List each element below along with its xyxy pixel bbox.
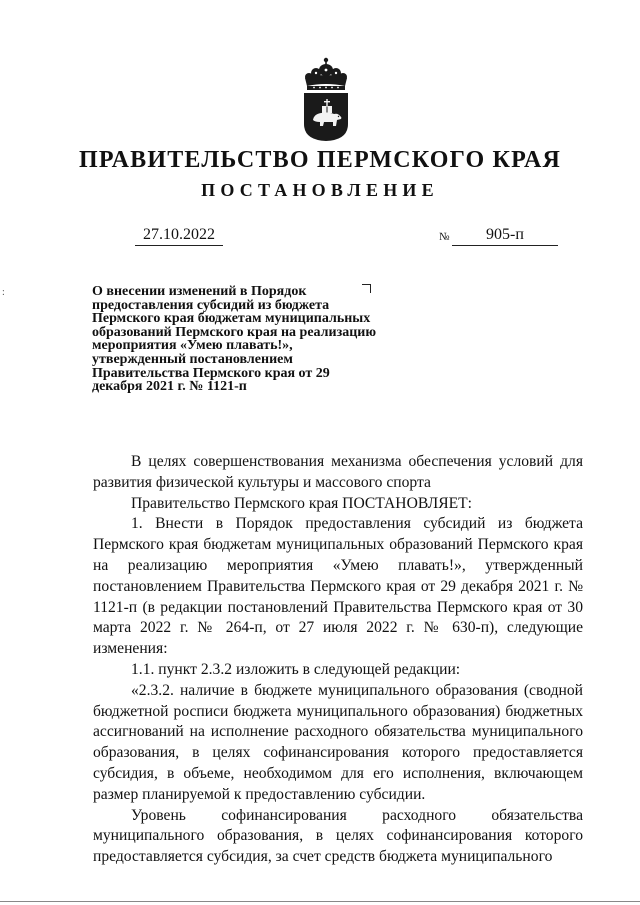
document-subject: О внесении изменений в Порядок предоставления субсидий из бюджета Пермского края бюджетам муниципальных образований Пермского края на реализацию мероприятия «Умею плавать!», утвержденный постановлением Правительства Пермского края от 29 декабря 2021 г. № 1121-п xyxy=(92,284,377,395)
margin-mark: : xyxy=(2,287,5,298)
page-bottom-edge xyxy=(0,901,640,902)
body-paragraph: Правительство Пермского края ПОСТАНОВЛЯЕТ: xyxy=(131,494,472,512)
body-paragraph: Уровень софинансирования расходного обязательства муниципального образования, в целях софинансирования которого предоставляется субсидия, за счет средств бюджета муниципального xyxy=(93,806,583,866)
subject-corner-mark xyxy=(362,284,371,293)
document-type-title: ПОСТАНОВЛЕНИЕ xyxy=(201,180,439,200)
document-number-label: № xyxy=(439,231,450,243)
body-paragraph: В целях совершенствования механизма обеспечения условий для развития физической культуры и массового спорта xyxy=(93,453,583,491)
document-body xyxy=(93,452,583,868)
body-paragraph: «2.3.2. наличие в бюджете муниципального образования (сводной бюджетной росписи бюджета муниципального образования) бюджетных ассигнований на исполнение расходного обязательства муниципального образования, в целях софинансирования которого предоставляется субсидия, в объеме, необходимом для его исполнения, включающем размер планируемой к предоставлению субсидии. xyxy=(93,681,583,803)
body-paragraph: 1.1. пункт 2.3.2 изложить в следующей редакции: xyxy=(131,660,461,678)
document-number: 905-п xyxy=(452,226,558,246)
perm-krai-coat-of-arms-icon xyxy=(300,56,352,142)
document-date: 27.10.2022 xyxy=(135,226,223,246)
body-paragraph: 1. Внести в Порядок предоставления субсидий из бюджета Пермского края бюджетам муниципальных образований Пермского края на реализацию мероприятия «Умею плавать!», утвержденный постановлением Правительства Пермского края от 29 декабря 2021 г. № 1121-п (в редакции постановлений Правительства Пермского края от 30 марта 2022 г. № 264-п, от 27 июля 2022 г. № 630-п), следующие изменения: xyxy=(93,515,583,658)
organization-title: ПРАВИТЕЛЬСТВО ПЕРМСКОГО КРАЯ xyxy=(78,147,562,173)
